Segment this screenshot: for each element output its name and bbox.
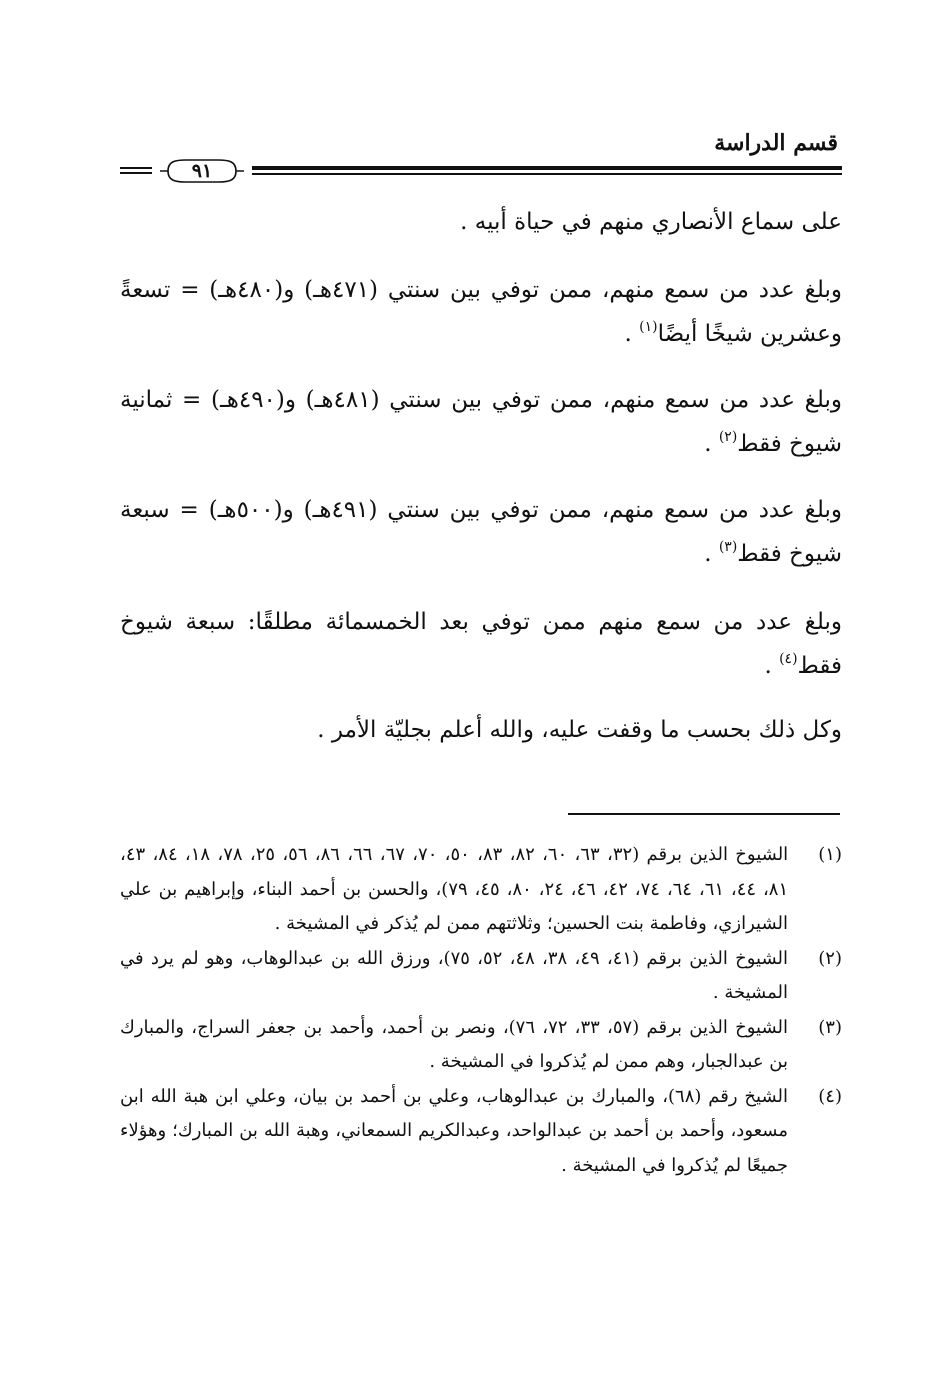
header-rule-left-lower (120, 172, 152, 174)
paragraph-5-end: . (764, 653, 780, 679)
footnote-4-number: (٤) (818, 1085, 842, 1107)
paragraph-3-text: وبلغ عدد من سمع منهم، ممن توفي بين سنتي (٤٨١هـ) و(٤٩٠هـ) = ثمانية شيوخ فقط (120, 387, 842, 457)
footnote-4 (120, 1080, 842, 1184)
footnote-3-number: (٣) (818, 1016, 842, 1038)
footnote-3-text: الشيوخ الذين برقم (٥٧، ٣٣، ٧٢، ٧٦)، ونصر بن أحمد، وأحمد بن جعفر السراج، والمبارك بن عبدالجبار، وهم ممن لم يُذكروا في المشيخة . (120, 1016, 789, 1072)
paragraph-4-text: وبلغ عدد من سمع منهم، ممن توفي بين سنتي (٤٩١هـ) و(٥٠٠هـ) = سبعة شيوخ فقط (120, 497, 842, 567)
header-rule-thick (252, 166, 842, 170)
paragraph-2 (120, 268, 842, 356)
footnote-1-number: (١) (818, 844, 842, 865)
footnote-separator (568, 813, 840, 815)
paragraph-3-end: . (704, 431, 719, 457)
footnote-ref-1[interactable]: (١) (639, 319, 658, 335)
footnote-4-text: الشيخ رقم (٦٨)، والمبارك بن عبدالوهاب، وعلي بن أحمد بن بيان، وعلي ابن هبة الله ابن مسعود، وأحمد بن أحمد بن عبدالواحد، وعبدالكريم السمعاني، وهبة الله بن المبارك؛ وهؤلاء جميعًا لم يُذكروا في المشيخة . (120, 1085, 788, 1176)
footnote-2-text: الشيوخ الذين برقم (٤١، ٤٩، ٣٨، ٤٨، ٥٢، ٧٥)، ورزق الله بن عبدالوهاب، وهو لم يرد في المشيخة . (120, 947, 789, 1003)
paragraph-1-text: على سماع الأنصاري منهم في حياة أبيه . (460, 209, 842, 235)
paragraph-3 (120, 378, 842, 466)
paragraph-6-text: وكل ذلك بحسب ما وقفت عليه، والله أعلم بجليّة الأمر . (317, 717, 842, 743)
page-number: ٩١ (191, 160, 213, 182)
paragraph-6 (120, 708, 842, 752)
paragraph-5-text: وبلغ عدد من سمع منهم ممن توفي بعد الخمسمائة مطلقًا: سبعة شيوخ فقط (120, 609, 842, 679)
footnote-2-number: (٢) (818, 947, 842, 969)
paragraph-2-end: . (624, 321, 640, 347)
footnote-1-text: الشيوخ الذين برقم (٣٢، ٦٣، ٦٠، ٨٢، ٨٣، ٥٠، ٧٠، ٦٧، ٦٦، ٨٦، ٥٦، ٢٥، ٧٨، ١٨، ٨٤، ٤٣، ٨١، ٤٤، ٦١، ٦٤، ٧٤، ٤٢، ٤٦، ٢٤، ٨٠، ٤٥، ٧٩)، والحسن بن أحمد البناء، وإبراهيم بن علي الشيرازي، وفاطمة بنت الحسين؛ وثلاثتهم ممن لم يُذكر في المشيخة . (120, 844, 789, 934)
header-rule-left (120, 167, 152, 169)
footnote-2 (120, 942, 842, 1011)
footnote-ref-2[interactable]: (٢) (718, 429, 738, 445)
footnote-ref-4[interactable]: (٤) (779, 651, 798, 667)
section-title: قسم الدراسة (714, 130, 838, 156)
footnote-1 (120, 838, 842, 942)
page-number-frame (158, 158, 246, 184)
paragraph-4-end: . (704, 541, 719, 567)
footnote-3 (120, 1011, 842, 1080)
header-rule-thin (252, 173, 842, 175)
paragraph-4 (120, 488, 842, 576)
paragraph-1 (120, 200, 842, 244)
footnotes (120, 838, 842, 1183)
paragraph-2-text: وبلغ عدد من سمع منهم، ممن توفي بين سنتي (٤٧١هـ) و(٤٨٠هـ) = تسعةً وعشرين شيخًا أيضًا (120, 277, 842, 347)
paragraph-5 (120, 600, 842, 688)
footnote-ref-3[interactable]: (٣) (718, 539, 738, 555)
page-header (120, 130, 842, 190)
